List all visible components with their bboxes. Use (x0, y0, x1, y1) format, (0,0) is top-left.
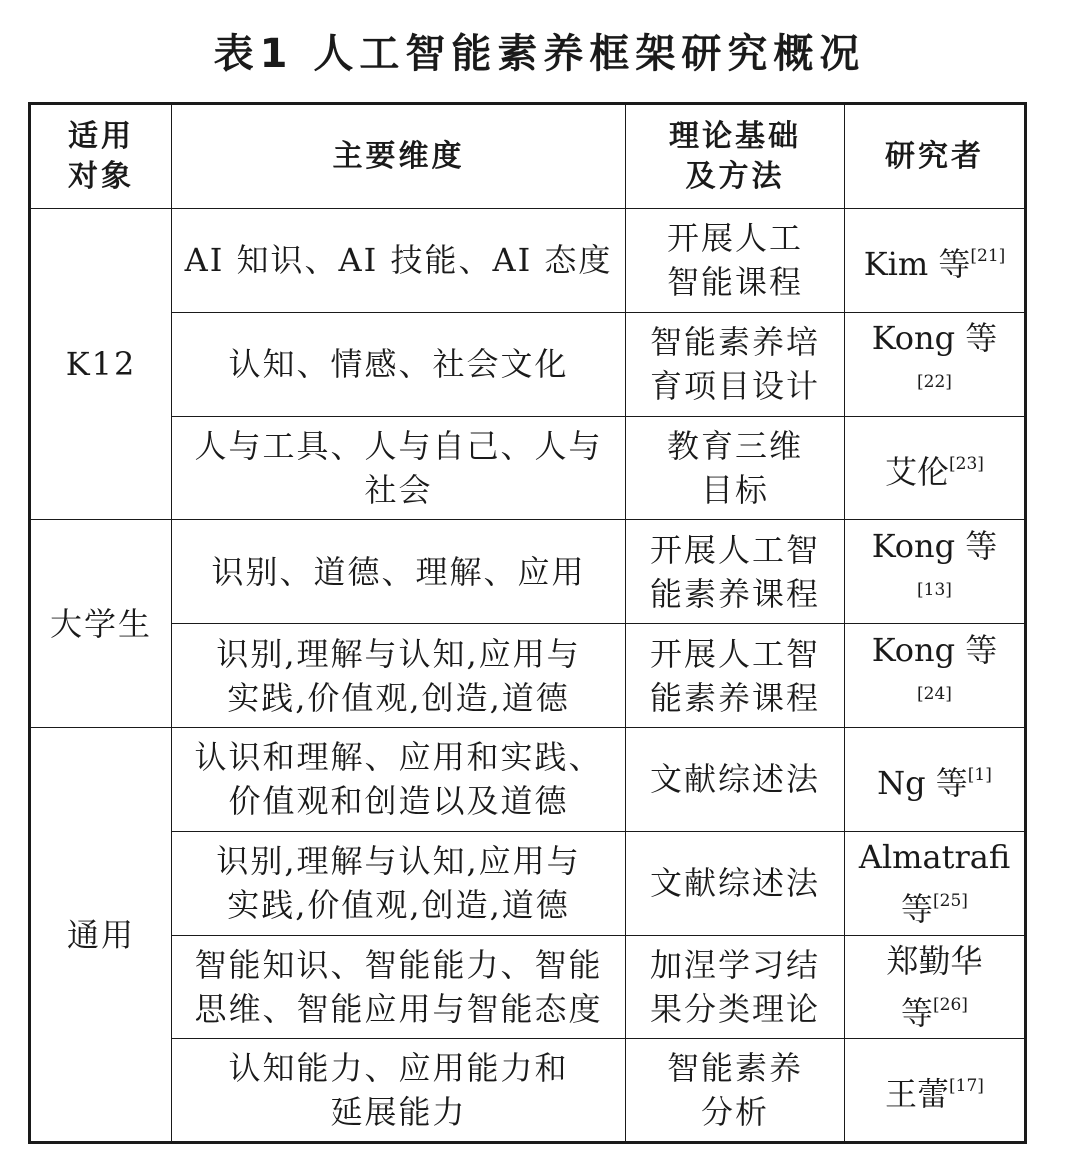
header-target (30, 104, 172, 209)
table-row (30, 935, 1026, 1039)
dimensions-line: 智能知识、智能能力、智能 (194, 945, 603, 984)
dimensions-line: 认知、情感、社会文化 (228, 345, 569, 384)
researcher-cell (845, 209, 1026, 313)
theory-line: 开展人工智 (649, 530, 820, 569)
citation-ref: [21] (970, 246, 1006, 267)
theory-cell (626, 520, 845, 624)
dimensions-line: 人与工具、人与自己、人与 (194, 426, 603, 465)
header-row (30, 104, 1026, 209)
researcher-cell (845, 312, 1026, 416)
dimensions-cell (172, 209, 626, 313)
dimensions-cell (172, 312, 626, 416)
dimensions-line: 认知能力、应用能力和 (228, 1049, 569, 1088)
dimensions-line: 思维、智能应用与智能态度 (194, 989, 603, 1028)
ai-literacy-framework-table (28, 102, 1027, 1144)
researcher-name: 等 (901, 890, 934, 929)
researcher-name: Kim 等 (863, 245, 971, 284)
researcher-line (855, 879, 1014, 931)
header-theory-line: 及方法 (685, 158, 785, 194)
theory-line: 智能课程 (666, 263, 803, 302)
citation-ref: [25] (933, 891, 968, 912)
dimensions-line: 价值观和创造以及道德 (228, 782, 569, 821)
dimensions-cell (172, 416, 626, 520)
table-row (30, 312, 1026, 416)
theory-cell (626, 416, 845, 520)
researcher-line (855, 628, 1014, 724)
researcher-cell (845, 416, 1026, 520)
header-target-line: 适用 (68, 118, 134, 154)
dimensions-line: 实践,价值观,创造,道德 (227, 678, 570, 717)
header-theory (626, 104, 845, 209)
header-researcher: 研究者 (845, 104, 1026, 209)
theory-cell (626, 624, 845, 728)
table-row (30, 209, 1026, 313)
header-target-line: 对象 (68, 158, 134, 194)
researcher-line (855, 234, 1014, 286)
table-title: 表1 人工智能素养框架研究概况 (213, 31, 866, 77)
theory-cell (626, 831, 845, 935)
table-row (30, 416, 1026, 520)
dimensions-line: 识别、道德、理解、应用 (211, 552, 586, 591)
table-row (30, 624, 1026, 728)
researcher-name: 郑勤华 (886, 941, 983, 980)
header-theory-line: 理论基础 (669, 118, 801, 154)
target-group-cell: 大学生 (30, 520, 172, 728)
theory-line: 智能素养 (666, 1049, 803, 1088)
dimensions-cell (172, 831, 626, 935)
citation-ref: [13] (917, 579, 952, 600)
theory-line: 开展人工 (666, 219, 803, 258)
researcher-cell (845, 520, 1026, 624)
dimensions-cell (172, 624, 626, 728)
dimensions-line: 实践,价值观,创造,道德 (227, 886, 570, 925)
theory-line: 育项目设计 (649, 367, 820, 406)
theory-line: 文献综述法 (649, 864, 820, 903)
researcher-line (855, 753, 1014, 805)
dimensions-cell (172, 1039, 626, 1143)
citation-ref: [23] (949, 453, 984, 474)
researcher-cell (845, 831, 1026, 935)
citation-ref: [1] (967, 765, 992, 786)
theory-line: 开展人工智 (649, 634, 820, 673)
dimensions-cell (172, 520, 626, 624)
researcher-line (855, 442, 1014, 494)
theory-cell (626, 727, 845, 831)
theory-cell (626, 1039, 845, 1143)
table-row (30, 520, 1026, 624)
dimensions-line: 识别,理解与认知,应用与 (216, 842, 581, 881)
researcher-name: Kong 等 (871, 526, 998, 565)
researcher-cell (845, 624, 1026, 728)
dimensions-line: 认识和理解、应用和实践、 (194, 738, 603, 777)
dimensions-cell (172, 935, 626, 1039)
theory-line: 果分类理论 (649, 989, 820, 1028)
researcher-name: Kong 等 (871, 630, 998, 669)
theory-cell (626, 312, 845, 416)
theory-line: 能素养课程 (649, 574, 820, 613)
dimensions-line: AI 知识、AI 技能、AI 态度 (184, 241, 613, 280)
researcher-line (855, 939, 1014, 983)
researcher-name: Kong 等 (871, 319, 998, 358)
dimensions-line: 社会 (364, 470, 433, 509)
researcher-cell (845, 935, 1026, 1039)
table-row (30, 831, 1026, 935)
table-row (30, 1039, 1026, 1143)
theory-line: 能素养课程 (649, 678, 820, 717)
researcher-cell (845, 727, 1026, 831)
researcher-name: 王蕾 (885, 1075, 950, 1114)
theory-cell (626, 935, 845, 1039)
theory-line: 文献综述法 (649, 760, 820, 799)
dimensions-line: 识别,理解与认知,应用与 (216, 634, 581, 673)
theory-cell (626, 209, 845, 313)
researcher-name: 等 (901, 993, 934, 1032)
table-row (30, 727, 1026, 831)
researcher-cell (845, 1039, 1026, 1143)
researcher-line (855, 316, 1014, 412)
citation-ref: [17] (949, 1076, 984, 1097)
researcher-name: 艾伦 (885, 452, 950, 491)
dimensions-cell (172, 727, 626, 831)
header-dimensions: 主要维度 (172, 104, 626, 209)
dimensions-line: 延展能力 (330, 1093, 467, 1132)
theory-line: 分析 (700, 1093, 769, 1132)
table-body (30, 209, 1026, 1143)
citation-ref: [24] (917, 683, 952, 704)
researcher-line (855, 983, 1014, 1035)
researcher-name: Ng 等 (877, 764, 968, 803)
citation-ref: [26] (933, 994, 968, 1015)
target-group-cell: 通用 (30, 727, 172, 1142)
theory-line: 加涅学习结 (649, 945, 820, 984)
target-group-cell: K12 (30, 209, 172, 520)
citation-ref: [22] (917, 372, 952, 393)
researcher-name: Almatrafi (858, 838, 1011, 877)
theory-line: 目标 (700, 470, 769, 509)
researcher-line (855, 835, 1014, 879)
theory-line: 智能素养培 (649, 323, 820, 362)
researcher-line (855, 1064, 1014, 1116)
researcher-line (855, 524, 1014, 620)
theory-line: 教育三维 (666, 426, 803, 465)
